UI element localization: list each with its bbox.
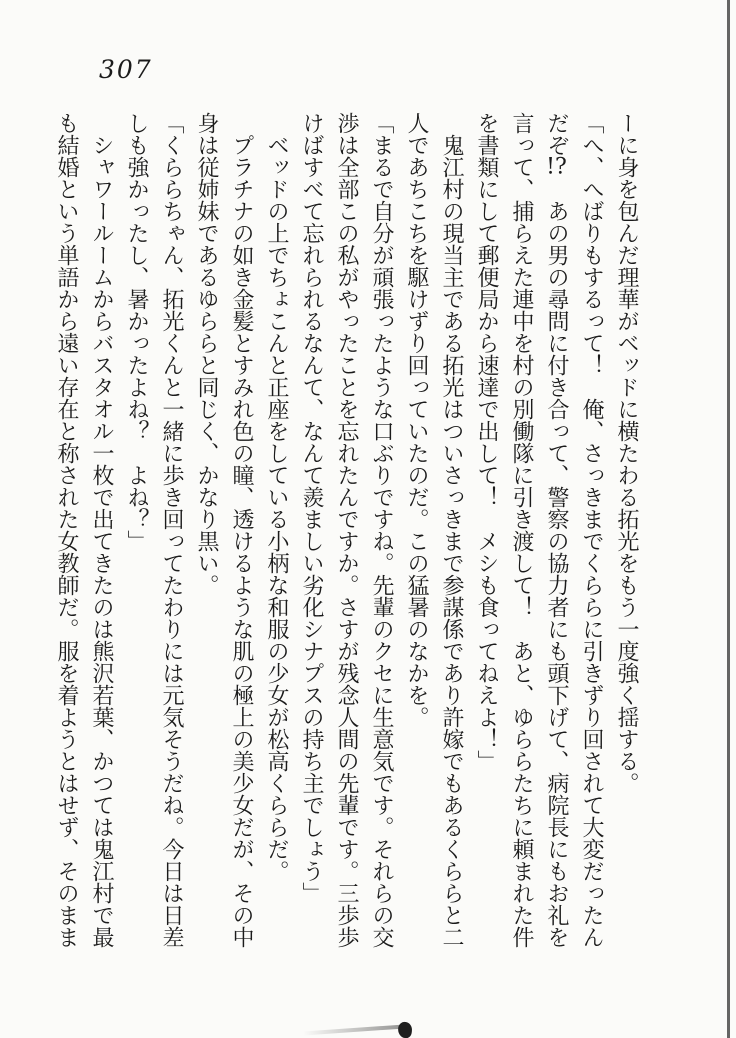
page-edge-line bbox=[727, 0, 730, 1038]
narrative-paragraph: シャワールームからバスタオル一枚で出てきたのは熊沢若葉、かつては鬼江村で最も結婚という単語から遠い存在と称された女教師だ。服を着ようとはせず、そのまま bbox=[54, 112, 114, 948]
scan-smudge-blob bbox=[397, 1021, 413, 1038]
scan-smudge-streak bbox=[303, 1024, 405, 1035]
dialogue-paragraph: 「へ、へばりもするって！ 俺、さっきまでくららに引きずり回されて大変だったんだぞ!? あの男の尋問に付き合って、警察の協力者にも頭下げて、病院長にもお礼を言って、捕らえた連中を村の別働隊に引き渡して！ あと、ゆららたちに頼まれた件を書類にして郵便局から速達で出して！ メシも食ってねえよ！」 bbox=[474, 112, 604, 948]
dialogue-paragraph: 「くららちゃん、拓光くんと一緒に歩き回ってたわりには元気そうだね。今日は日差しも強かったし、暑かったよね？ よね？」 bbox=[124, 112, 184, 948]
narrative-paragraph: ーに身を包んだ理華がベッドに横たわる拓光をもう一度強く揺する。 bbox=[614, 112, 639, 794]
interrobang-glyph: !? bbox=[546, 156, 567, 178]
text-block bbox=[48, 112, 644, 950]
dialogue-paragraph: 「まるで自分が頑張ったような口ぶりですね。先輩のクセに生意気です。それらの交渉は全部この私がやったことを忘れたんですか。さすが残念人間の先輩です。三歩歩けばすべて忘れられるなんて、なんて羨ましい劣化シナプスの持ち主でしょう」 bbox=[299, 112, 394, 948]
narrative-paragraph: ベッドの上でちょこんと正座をしている小柄な和服の少女が松高くららだ。 bbox=[264, 134, 289, 882]
narrative-paragraph: プラチナの如き金髪とすみれ色の瞳、透けるような肌の極上の美少女だが、その中身は従姉妹であるゆららと同じく、かなり黒い。 bbox=[194, 112, 254, 948]
page-number: 307 bbox=[99, 55, 153, 84]
narrative-paragraph: 鬼江村の現当主である拓光はついさっきまで参謀係であり許嫁でもあるくららと二人であちこちを駆けずり回っていたのだ。この猛暑のなかを。 bbox=[404, 112, 464, 948]
